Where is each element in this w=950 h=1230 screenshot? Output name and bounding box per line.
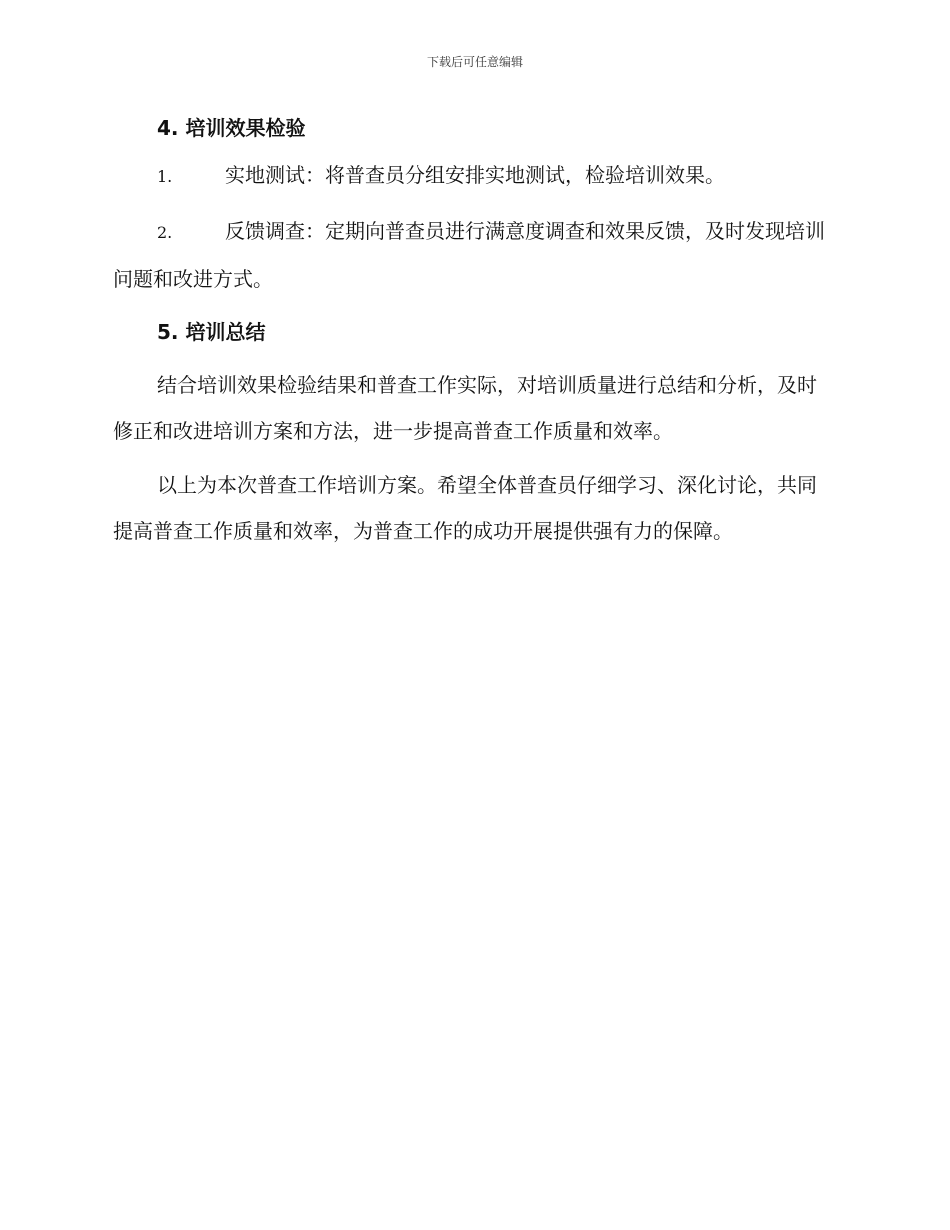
page-header: 下载后可任意编辑 xyxy=(426,55,523,69)
item-number: 2. xyxy=(157,223,173,242)
item-number: 1. xyxy=(157,167,173,186)
section-5-heading: 5. 培训总结 xyxy=(157,320,266,344)
numbered-item-1 xyxy=(113,152,835,200)
numbered-item-2 xyxy=(113,208,835,302)
item-text: 反馈调查：定期向普查员进行满意度调查和效果反馈，及时发现培训问题和改进方式。 xyxy=(113,219,825,291)
closing-paragraph: 以上为本次普查工作培训方案。希望全体普查员仔细学习、深化讨论，共同提高普查工作质量和效率，为普查工作的成功开展提供强有力的保障。 xyxy=(113,473,817,543)
document-body xyxy=(113,112,835,554)
section-4-heading: 4. 培训效果检验 xyxy=(157,116,306,140)
item-text: 实地测试：将普查员分组安排实地测试，检验培训效果。 xyxy=(225,163,725,187)
summary-paragraph: 结合培训效果检验结果和普查工作实际，对培训质量进行总结和分析，及时修正和改进培训方案和方法，进一步提高普查工作质量和效率。 xyxy=(113,373,817,443)
